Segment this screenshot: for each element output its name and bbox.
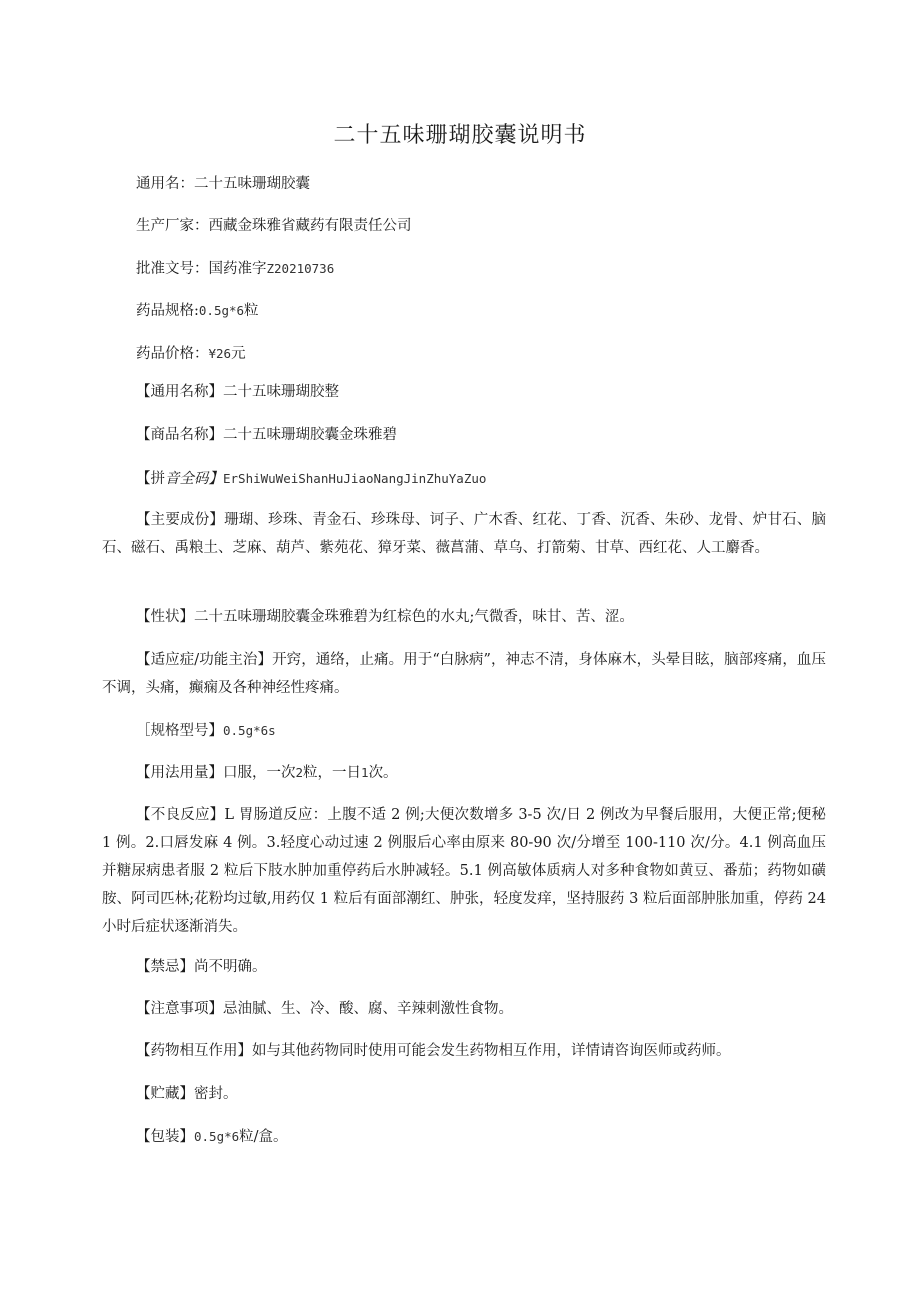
package-unit: 粒/盒。 [239, 1129, 288, 1145]
contraindications-section: 【禁忌】尚不明确。 [136, 959, 267, 975]
model-label: ［规格型号】 [136, 723, 223, 739]
price-unit: 元 [231, 346, 246, 362]
precautions-section: 【注意事项】忌油腻、生、冷、酸、腐、辛辣刺激性食物。 [136, 1001, 513, 1017]
generic-name-line: 通用名：二十五味珊瑚胶囊 [136, 176, 310, 192]
pinyin-label: 【拼 [136, 471, 165, 487]
pinyin-label-italic: 音全码】 [165, 471, 223, 487]
approval-label: 批准文号：国药准字 [136, 261, 267, 277]
approval-code: Z20210736 [266, 261, 335, 276]
manufacturer-line: 生产厂家：西藏金珠雅省藏药有限责任公司 [136, 218, 412, 234]
common-name-section: 【通用名称】二十五味珊瑚胶整 [136, 384, 339, 400]
spec-label: 药品规格: [136, 303, 199, 319]
approval-number-line [136, 257, 334, 278]
dosage-times: 1 [361, 765, 369, 780]
package-label: 【包装】 [136, 1129, 194, 1145]
trade-name-section: 【商品名称】二十五味珊瑚胶囊金珠雅碧 [136, 427, 397, 443]
spec-value: 0.5g*6 [198, 303, 245, 318]
indications-section: 【适应症/功能主治】开窍，通络，止痛。用于“白脉病”，神志不清，身体麻木，头晕目眩，脑部疼痛，血压不调，头痛，癫痫及各种神经性疼痛。 [102, 652, 826, 696]
spec-unit: 粒 [244, 303, 259, 319]
spec-line [136, 299, 259, 320]
model-section [102, 717, 826, 745]
dosage-count: 2 [295, 765, 304, 780]
ingredients-section: 【主要成份】珊瑚、珍珠、青金石、珍珠母、诃子、广木香、红花、丁香、沉香、朱砂、龙骨、炉甘石、脑石、磁石、禹粮土、芝麻、葫芦、紫苑花、獐牙菜、薇菖蒲、草乌、打箭菊、甘草、西红花、人工麝香。 [102, 512, 826, 556]
dosage-text-2: 粒，一日 [303, 765, 362, 781]
dosage-section [102, 759, 826, 787]
package-value: 0.5g*6 [194, 1129, 240, 1144]
document-title: 二十五味珊瑚胶囊说明书 [333, 123, 587, 148]
package-section [102, 1123, 826, 1151]
interactions-section: 【药物相互作用】如与其他药物同时使用可能会发生药物相互作用，详情请咨询医师或药师。 [136, 1043, 731, 1059]
price-line [136, 342, 246, 363]
dosage-text: 【用法用量】口服，一次 [136, 765, 296, 781]
dosage-text-3: 次。 [368, 765, 398, 781]
adverse-reactions-section: 【不良反应】L 胃肠道反应：上腹不适 2 例;大便次数增多 3-5 次/日 2 例改为早餐后服用，大便正常;便秘 1 例。2.口唇发麻 4 例。3.轻度心动过速 2 例服后心率由原来 80-90 次/分增至 100-110 次/分。4.1 例高血压并糖尿病患者服 2 粒后下肢水肿加重停药后水肿减轻。5.1 例高敏体质病人对多种食物如黄豆、番茄；药物如磺胺、阿司匹林;花粉均过敏,用药仅 1 粒后有面部潮红、肿张，轻度发痒，坚持服药 3 粒后面部肿胀加重，停药 24 小时后症状逐渐消失。 [102, 807, 826, 935]
storage-section: 【贮藏】密封。 [136, 1086, 238, 1102]
price-label: 药品价格： [136, 346, 209, 362]
character-section: 【性状】二十五味珊瑚胶囊金珠雅碧为红棕色的水丸;气微香，味甘、苦、涩。 [136, 609, 634, 625]
pinyin-section [102, 465, 826, 493]
price-value: ¥26 [208, 346, 232, 361]
model-value: 0.5g*6s [223, 723, 276, 738]
pinyin-code: ErShiWuWeiShanHuJiaoNangJinZhuYaZuo [223, 471, 487, 486]
